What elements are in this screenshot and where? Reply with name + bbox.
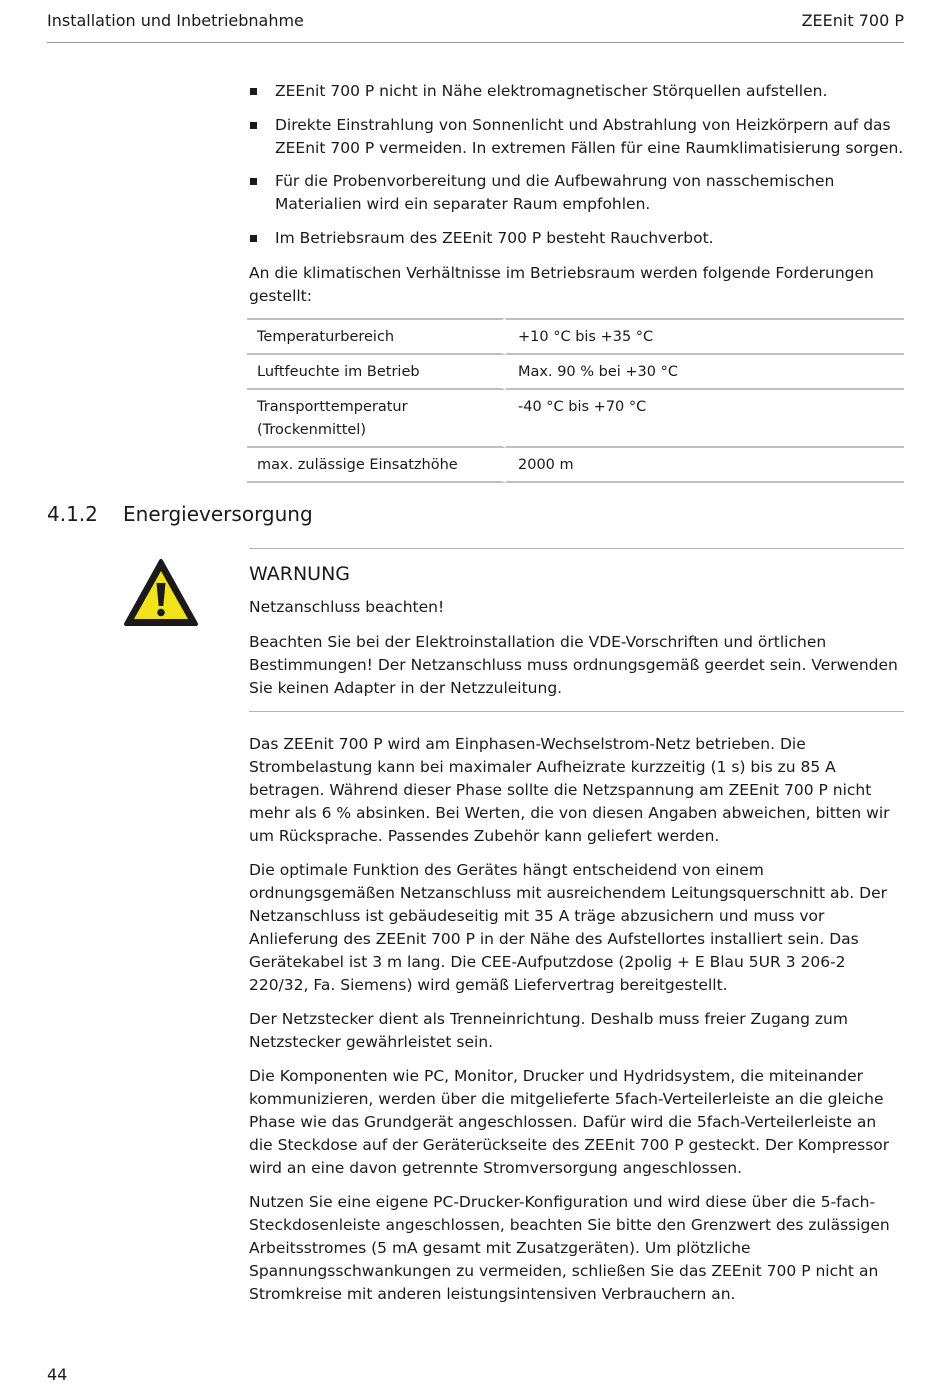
warning-triangle-icon xyxy=(123,558,199,628)
section-heading xyxy=(47,500,313,528)
body-paragraph: Die optimale Funktion des Gerätes hängt entscheidend von einem ordnungsgemäßen Netzanschluss mit ausreichendem Leitungsquerschnitt ab. Der Netzanschluss ist gebäudeseitig mit 35 A träge abzusichern und muss vor Anlieferung des ZEEnit 700 P in der Nähe des Aufstellortes installiert sein. Das Gerätekabel ist 3 m lang. Die CEE-Aufputzdose (2polig + E Blau 5UR 3 206-2 220/32, Fa. Siemens) wird gemäß Liefervertrag bereitgestellt. xyxy=(249,861,887,994)
page-header xyxy=(47,10,904,43)
climate-requirements-table xyxy=(247,318,904,483)
table-cell-value: -40 °C bis +70 °C xyxy=(506,390,904,448)
requirements-list xyxy=(249,80,904,260)
table-cell-label: Temperaturbereich xyxy=(247,318,506,355)
section-title: Energieversorgung xyxy=(123,502,313,526)
page-number: 44 xyxy=(47,1365,68,1384)
climate-intro-text: An die klimatischen Verhältnisse im Betriebsraum werden folgende Forderungen gestellt: xyxy=(249,264,874,305)
bullet-square-icon xyxy=(250,122,257,129)
table-cell-label: Transporttemperatur (Trockenmittel) xyxy=(247,390,506,448)
warning-box xyxy=(249,548,904,712)
bullet-square-icon xyxy=(250,235,257,242)
table-cell-value: +10 °C bis +35 °C xyxy=(506,318,904,355)
warning-title: WARNUNG xyxy=(249,563,351,585)
body-paragraph: Der Netzstecker dient als Trenneinrichtung. Deshalb muss freier Zugang zum Netzstecker gewährleistet sein. xyxy=(249,1010,848,1051)
table-cell-value: Max. 90 % bei +30 °C xyxy=(506,355,904,390)
table-cell-label: max. zulässige Einsatzhöhe xyxy=(247,448,506,483)
list-item: Für die Probenvorbereitung und die Aufbewahrung von nasschemischen Materialien wird ein separater Raum empfohlen. xyxy=(249,170,904,216)
table-cell-label: Luftfeuchte im Betrieb xyxy=(247,355,506,390)
power-supply-body xyxy=(249,733,904,1317)
table-cell-value: 2000 m xyxy=(506,448,904,483)
warning-text: Beachten Sie bei der Elektroinstallation die VDE-Vorschriften und örtlichen Bestimmungen! Der Netzanschluss muss ordnungsgemäß geerdet sein. Verwenden Sie keinen Adapter in der Netzzuleitung. xyxy=(249,633,898,697)
table-row xyxy=(247,318,904,355)
list-item: ZEEnit 700 P nicht in Nähe elektromagnetischer Störquellen aufstellen. xyxy=(249,80,904,103)
body-paragraph: Nutzen Sie eine eigene PC-Drucker-Konfiguration und wird diese über die 5-fach-Steckdosenleiste angeschlossen, beachten Sie bitte den Grenzwert des zulässigen Arbeitsstromes (5 mA gesamt mit Zusatzgeräten). Um plötzliche Spannungsschwankungen zu vermeiden, schließen Sie das ZEEnit 700 P nicht an Stromkreise mit anderen leistungsintensiven Verbrauchern an. xyxy=(249,1193,890,1303)
header-product-name: ZEEnit 700 P xyxy=(801,11,904,30)
list-item: Im Betriebsraum des ZEEnit 700 P besteht Rauchverbot. xyxy=(249,227,904,250)
body-paragraph: Die Komponenten wie PC, Monitor, Drucker und Hydridsystem, die miteinander kommunizieren, werden über die mitgelieferte 5fach-Verteilerleiste an die gleiche Phase wie das Grundgerät angeschlossen. Dafür wird die 5fach-Verteilerleiste an die Steckdose auf der Geräterückseite des ZEEnit 700 P gesteckt. Der Kompressor wird an eine davon getrennte Stromversorgung angeschlossen. xyxy=(249,1067,890,1177)
list-item: Direkte Einstrahlung von Sonnenlicht und Abstrahlung von Heizkörpern auf das ZEEnit 700 P vermeiden. In extremen Fällen für eine Raumklimatisierung sorgen. xyxy=(249,114,904,160)
body-paragraph: Das ZEEnit 700 P wird am Einphasen-Wechselstrom-Netz betrieben. Die Strombelastung kann bei maximaler Aufheizrate kurzzeitig (1 s) bis zu 85 A betragen. Während dieser Phase sollte die Netzspannung am ZEEnit 700 P nicht mehr als 6 % absinken. Bei Werten, die von diesen Angaben abweichen, bitten wir um Rücksprache. Passendes Zubehör kann geliefert werden. xyxy=(249,735,890,845)
table-row xyxy=(247,448,904,483)
section-number: 4.1.2 xyxy=(47,502,98,526)
table-row xyxy=(247,355,904,390)
bullet-square-icon xyxy=(250,88,257,95)
warning-subtitle: Netzanschluss beachten! xyxy=(249,598,445,616)
table-row xyxy=(247,390,904,448)
bullet-square-icon xyxy=(250,178,257,185)
header-chapter-title: Installation und Inbetriebnahme xyxy=(47,11,304,30)
